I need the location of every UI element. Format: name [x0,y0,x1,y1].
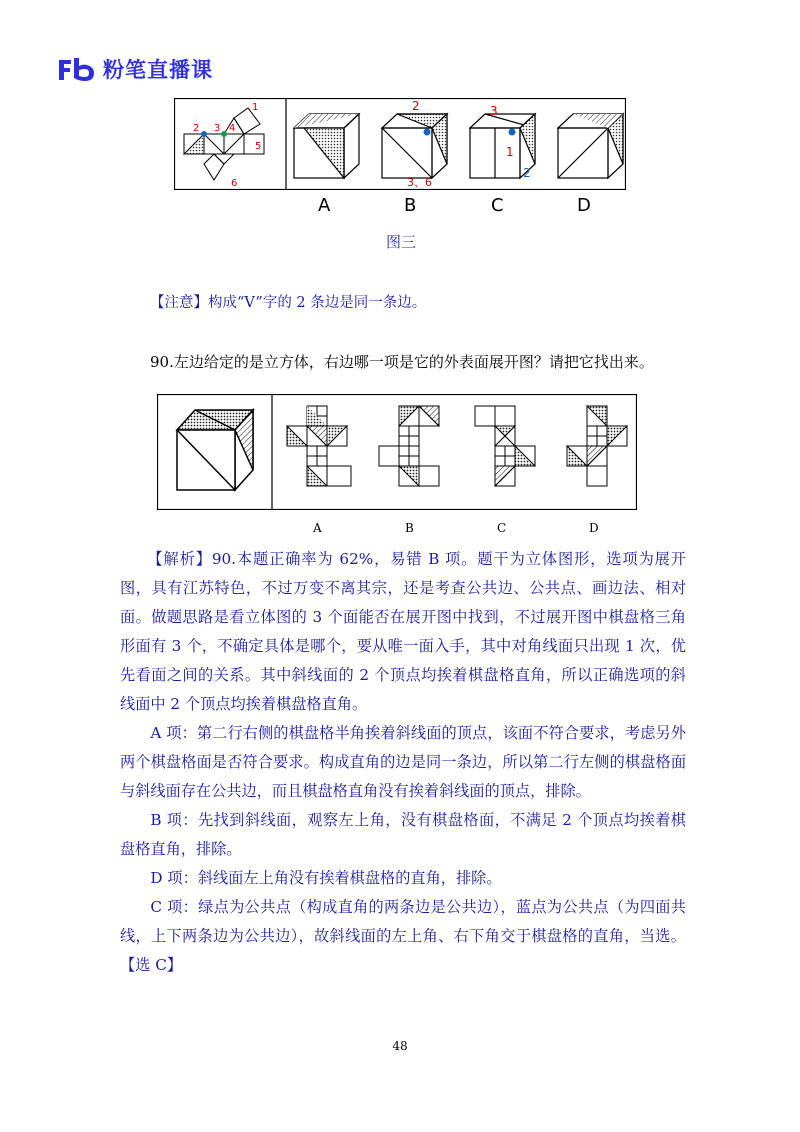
analysis-option-a: A 项：第二行右侧的棋盘格半角挨着斜线面的顶点，该面不符合要求，考虑另外两个棋盘格面是否符合要求。构成直角的边是同一条边，所以第二行左侧的棋盘格面与斜线面存在公共边，而且棋盘格直角没有挨着斜线面的顶点，排除。 [120,724,686,800]
cube-b-top-label: 2 [412,99,420,113]
net-label-4: 4 [229,123,236,134]
net-blue-dot [201,131,207,137]
net-label-1: 1 [252,102,259,113]
figure-three-option-c: C [491,195,504,216]
note-text: 【注意】构成“V”字的 2 条边是同一条边。 [150,295,427,311]
fb-logo-icon [57,56,97,82]
q90-option-d-label: D [589,521,599,535]
figure-three-option-b: B [404,195,417,216]
brand-name: 粉笔直播课 [103,58,213,82]
cube-c-front-label: 1 [506,145,514,159]
cube-c-side-label: 2 [523,166,531,180]
analysis-block [120,545,686,980]
cube-c-blue-dot [509,129,516,136]
net-label-6: 6 [231,178,238,189]
net-label-2: 2 [193,123,200,134]
q90-option-c-net [475,406,535,486]
q90-option-d-net [567,406,627,486]
analysis-intro: 【解析】90.本题正确率为 62%，易错 B 项。题干为立体图形，选项为展开图，具有江苏特色，不过万变不离其宗，还是考查公共边、公共点、画边法、相对面。做题思路是看立体图的 3 个面能否在展开图中找到，不过展开图中棋盘格三角形面有 3 个，不确定具体是哪个，要从唯一面入手，其中对角线面只出现 1 次，优先看面之间的关系。其中斜线面的 2 个顶点均挨着棋盘格直角，所以正确选项的斜线面中 2 个顶点均挨着棋盘格直角。 [120,550,686,713]
q90-option-b-net [379,406,439,486]
figure-three-cube-b [382,114,447,178]
figure-three [174,98,626,190]
figure-three-option-a: A [318,195,331,216]
net-green-dot [221,131,227,137]
cube-c-top-label: 3 [490,104,498,118]
figure-three-cube-d [558,114,623,178]
figure-three-caption: 图三 [386,233,417,251]
analysis-option-c: C 项：绿点为公共点（构成直角的两条边是公共边），蓝点为公共点（为四面共线，上下两条边为公共边），故斜线面的左上角、右下角交于棋盘格的直角，当选。【选 C】 [120,898,686,974]
question-90: 90.左边给定的是立方体，右边哪一项是它的外表面展开图？请把它找出来。 [150,353,654,371]
net-label-3: 3 [214,123,221,134]
figure-three-cube-a [294,114,359,178]
analysis-option-d: D 项：斜线面左上角没有挨着棋盘格的直角，排除。 [150,869,502,887]
net-label-5: 5 [255,141,262,152]
cube-b-bottom-label: 3、6 [407,176,432,189]
q90-option-c-label: C [497,521,507,535]
cube-b-blue-dot [424,129,431,136]
analysis-option-b: B 项：先找到斜线面，观察左上角，没有棋盘格面，不满足 2 个顶点均挨着棋盘格直角，排除。 [120,811,686,858]
q90-option-a-label: A [313,521,322,535]
brand-logo [57,54,213,84]
q90-option-b-label: B [405,521,414,535]
page-number: 48 [392,1039,408,1053]
figure-three-option-d: D [577,195,591,216]
q90-given-cube [177,410,253,490]
figure-three-net [184,108,264,180]
question-90-figure [157,394,637,510]
q90-option-a-net [287,406,351,486]
